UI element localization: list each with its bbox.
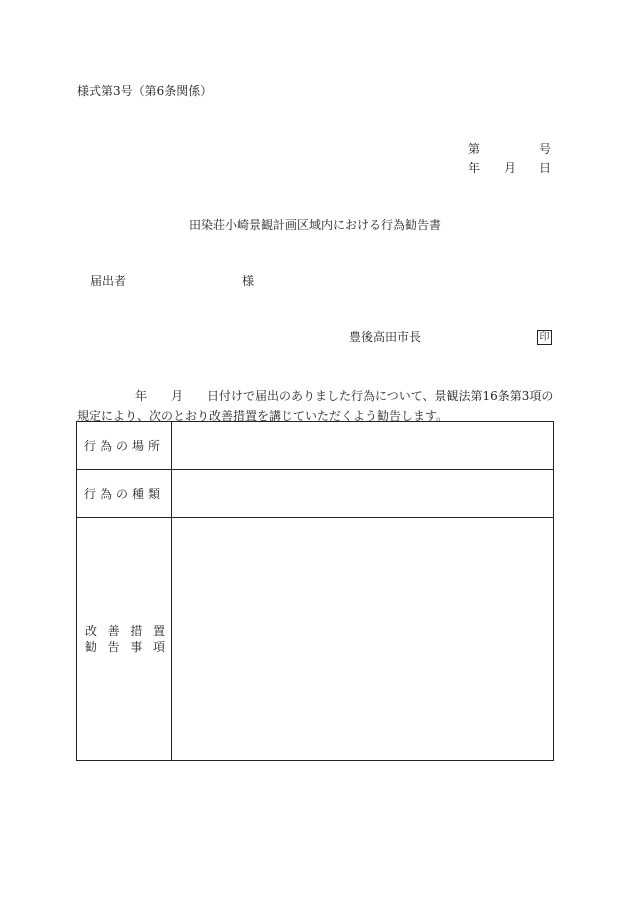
issuer-name: 豊後高田市長 xyxy=(349,330,422,344)
row-label-recommendation-line-1: 改善措置 xyxy=(85,624,165,638)
date-day: 日 xyxy=(539,161,552,175)
row-label-recommendation xyxy=(77,518,172,761)
date-year: 年 xyxy=(468,161,481,175)
body-line-2: 規定により、次のとおり改善措置を講じていただくよう勧告します。 xyxy=(77,409,449,423)
row-label-type: 行為の種類 xyxy=(77,470,172,518)
row-value-place[interactable] xyxy=(172,422,554,470)
row-label-place: 行為の場所 xyxy=(77,422,172,470)
recipient-label: 届出者 xyxy=(90,274,127,288)
document-title: 田染荘小崎景観計画区域内における行為勧告書 xyxy=(189,218,442,232)
recipient-honorific: 様 xyxy=(242,274,255,288)
number-dai: 第 xyxy=(468,142,481,156)
body-line-1: 年 月 日付けで届出のありました行為について、景観法第16条第3項の xyxy=(135,389,554,403)
date-month: 月 xyxy=(504,161,517,175)
form-number: 様式第3号（第6条関係） xyxy=(77,84,213,98)
row-value-recommendation[interactable] xyxy=(172,518,554,761)
table-row xyxy=(77,422,554,470)
seal-mark: 印 xyxy=(537,330,552,345)
form-table xyxy=(76,421,554,761)
body-paragraph xyxy=(77,386,557,426)
table-row xyxy=(77,518,554,761)
number-go: 号 xyxy=(539,142,552,156)
row-label-recommendation-line-2: 勧告事項 xyxy=(85,640,165,654)
table-row xyxy=(77,470,554,518)
row-value-type[interactable] xyxy=(172,470,554,518)
